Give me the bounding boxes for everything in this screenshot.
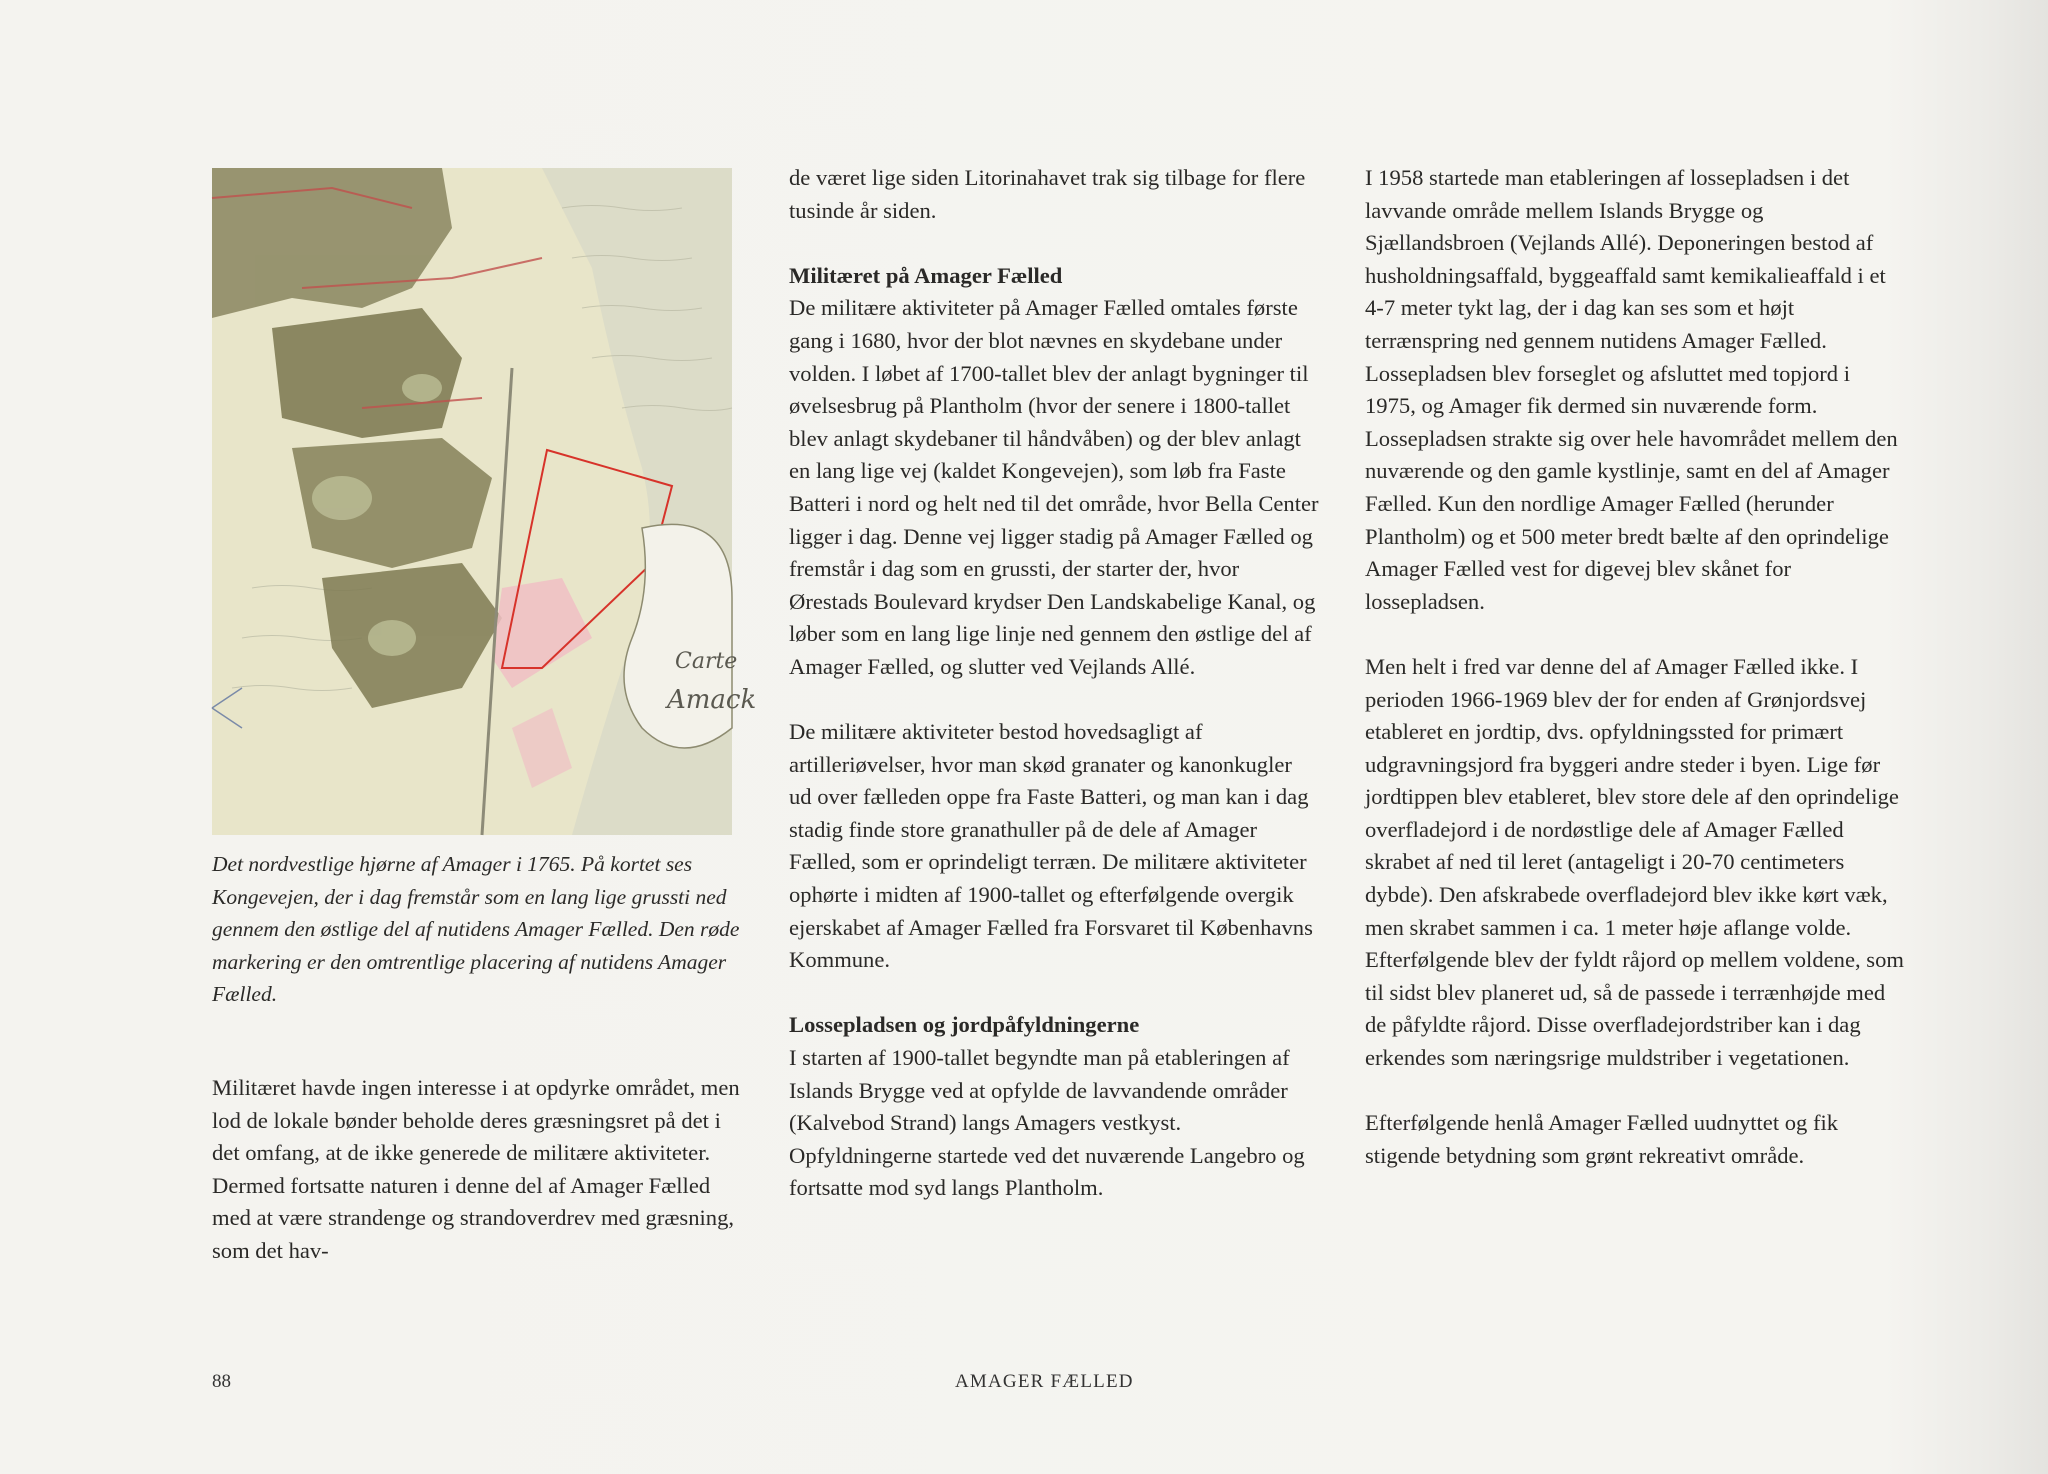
paragraph: I 1958 startede man etableringen af lossepladsen i det lavvande område mellem Islands Brygge og Sjællandsbroen (Vejlands Allé). Deponeringen bestod af husholdningsaffald, byggeaffald samt kemikalieaffald i et 4-7 meter tykt lag, der i dag kan ses som et højt terrænspring ned gennem nutidens Amager Fælled. Lossepladsen blev forseglet og afsluttet med topjord i 1975, og Amager fik dermed sin nuværende form. Lossepladsen strakte sig over hele havområdet mellem den nuværende og den gamle kystlinje, samt en del af Amager Fælled. Kun den nordlige Amager Fælled (herunder Plantholm) og et 500 meter bredt bælte af den oprindelige Amager Fælled vest for digevej blev skånet for lossepladsen.: [1365, 165, 1898, 614]
map-illustration: [212, 168, 757, 835]
paragraph: Efterfølgende henlå Amager Fælled uudnyttet og fik stigende betydning som grønt rekreativt område.: [1365, 1110, 1839, 1168]
paragraph: Men helt i fred var denne del af Amager Fælled ikke. I perioden 1966-1969 blev der for enden af Grønjordsvej etableret en jordtip, dvs. opfyldningssted for primært udgravningsjord fra byggeri andre steder i byen. Lige før jordtippen blev etableret, blev store dele af den oprindelige overfladejord i de nordøstlige dele af Amager Fælled skrabet af ned til leret (antageligt i 20-70 centimeters dybde). Den afskrabede overfladejord blev ikke kørt væk, men skrabet sammen i ca. 1 meter høje aflange volde. Efterfølgende blev der fyldt råjord op mellem voldene, som til sidst blev planeret ud, så de passede i terrænhøjde med de påfyldte råjord. Disse overfladejordstriber kan i dag erkendes som næringsrige muldstriber i vegetationen.: [1365, 653, 1904, 1071]
text-column-3: [1365, 162, 1905, 1172]
page-number: 88: [212, 1371, 231, 1392]
map-title-lettering: Carte: [675, 649, 738, 674]
section-heading-military: Militæret på Amager Fælled: [789, 262, 1063, 288]
running-title: AMAGER FÆLLED: [955, 1371, 1134, 1392]
paragraph: I starten af 1900-tallet begyndte man på etableringen af Islands Brygge ved at opfylde de lavvandende områder (Kalvebod Strand) langs Amagers vestkyst. Opfyldningerne startede ved det nuværende Langebro og fortsatte mod syd langs Plantholm.: [789, 1045, 1305, 1201]
paragraph: De militære aktiviteter på Amager Fælled omtales første gang i 1680, hvor der blot nævnes en skydebane under volden. I løbet af 1700-tallet blev der anlagt bygninger til øvelsesbrug på Plantholm (hvor der senere i 1800-tallet blev anlagt skydebaner til håndvåben) og der blev anlagt en lang lige vej (kaldet Kongevejen), som løb fra Faste Batteri i nord og helt ned til det område, hvor Bella Center ligger i dag. Denne vej ligger stadig på Amager Fælled og fremstår i dag som en grussti, der starter der, hvor Ørestads Boulevard krydser Den Landskabelige Kanal, og løber som en lang lige linje ned gennem den østlige del af Amager Fælled, og slutter ved Vejlands Allé.: [789, 295, 1319, 679]
section-heading-landfill: Lossepladsen og jordpåfyldningerne: [789, 1012, 1140, 1038]
historic-map-image: [212, 168, 757, 835]
svg-text:Amack: Amack: [667, 685, 757, 715]
text-column-1: [212, 1072, 742, 1268]
paragraph: de været lige siden Litorinahavet trak sig tilbage for flere tusinde år siden.: [789, 165, 1306, 223]
paragraph: Militæret havde ingen interesse i at opdyrke området, men lod de lokale bønder beholde deres græsningsret på det i det omfang, at de ikke generede de militære aktiviteter. Dermed fortsatte naturen i denne del af Amager Fælled med at være strandenge og strandoverdrev med græsning, som det hav-: [212, 1075, 740, 1263]
paragraph: De militære aktiviteter bestod hovedsagligt af artilleriøvelser, hvor man skød granater og kanonkugler ud over fælleden oppe fra Faste Batteri, og man kan i dag stadig finde store granathuller på de dele af Amager Fælled, som er oprindeligt terræn. De militære aktiviteter ophørte i midten af 1900-tallet og efterfølgende overgik ejerskabet af Amager Fælled fra Forsvaret til Københavns Kommune.: [789, 719, 1313, 973]
figure-caption: [212, 848, 742, 1011]
caption-text: Det nordvestlige hjørne af Amager i 1765. På kortet ses Kongevejen, der i dag fremstår som en lang lige grussti ned gennem den østlige del af nutidens Amager Fælled. Den røde markering er den omtrentlige placering af nutidens Amager Fælled.: [212, 852, 740, 1006]
text-column-2: [789, 162, 1319, 1205]
